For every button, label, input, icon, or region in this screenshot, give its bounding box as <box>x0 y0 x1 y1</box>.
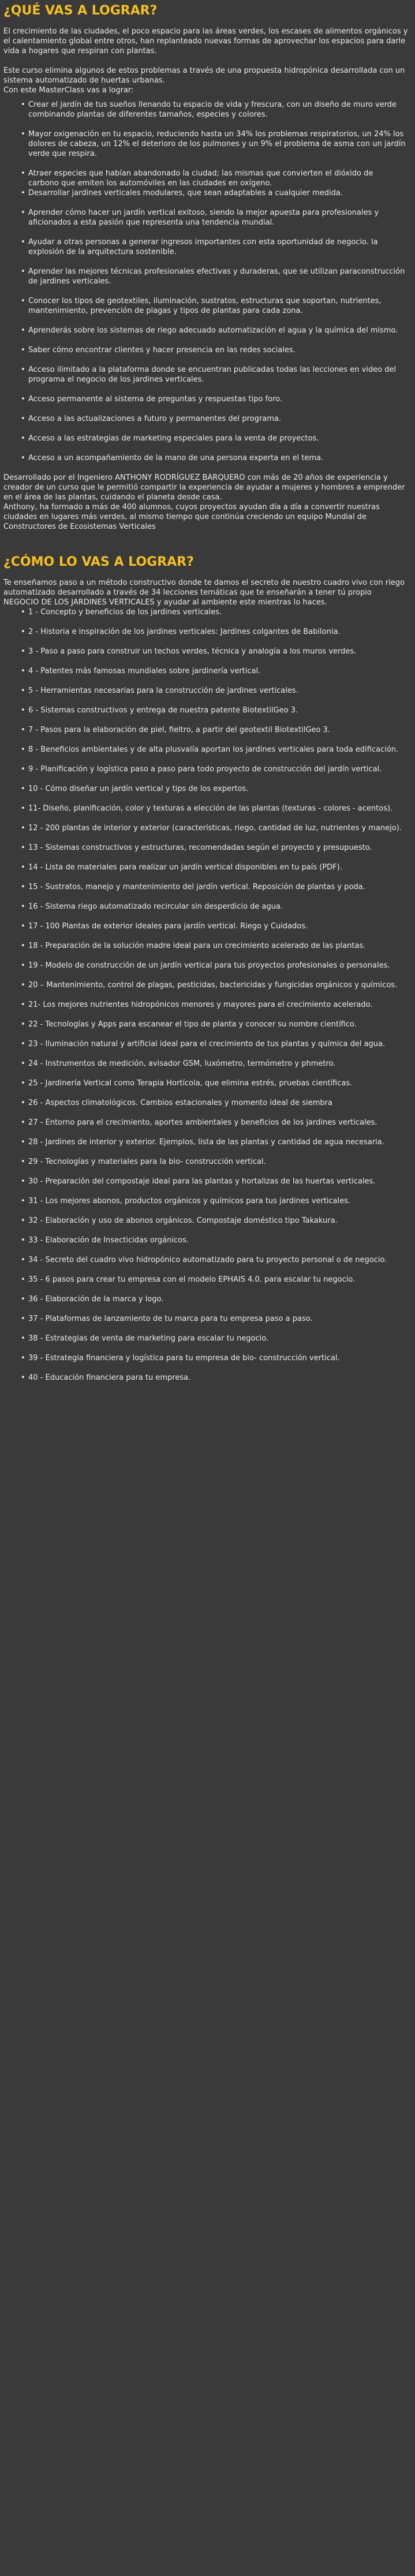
list-item: • Aprender las mejores técnicas profesionales efectivas y duraderas, que se utilizan paraconstrucción de jardines verticales. <box>21 267 406 286</box>
lesson-item: • 4 - Patentes más famosas mundiales sobre jardinería vertical. <box>21 666 406 676</box>
lesson-item: • 32 - Elaboración y uso de abonos orgánicos. Compostaje doméstico tipo Takakura. <box>21 1216 406 1226</box>
lesson-item: • 8 - Beneficios ambientales y de alta plusvalía aportan los jardines verticales para toda edificación. <box>21 745 406 755</box>
lesson-item: • 12 - 200 plantas de interior y exterior (características, riego, cantidad de luz, nutrientes y manejo). <box>21 823 406 833</box>
lesson-item: • 11- Diseño, planificación, color y texturas a elección de las plantas (texturas - colores - acentos). <box>21 804 406 813</box>
lesson-item: • 17 - 100 Plantas de exterior ideales para jardín vertical. Riego y Cuidados. <box>21 921 406 931</box>
lesson-item: • 19 - Modelo de construcción de un jardín vertical para tus proyectos profesionales o personales. <box>21 961 406 970</box>
author-bio: Desarrollado por el Ingeniero ANTHONY RODRÍGUEZ BARQUERO con más de 20 años de experiencia y creador de un curso que le permitió compartir la experiencia de ayudar a mujeres y hombres a emprender en el área de las plantas, cuidando el planeta desde casa. Anthony, ha formado a más de 400 alumnos, cuyos proyectos ayudan día a día a convertir nuestras ciudades en lugares más verdes, al mismo tiempo que continúa creciendo un equipo Mundial de Constructores de Ecosistemas Verticales <box>3 473 405 531</box>
lesson-item: • 35 - 6 pasos para crear tu empresa con el modelo EPHAIS 4.0. para escalar tu negocio. <box>21 1275 406 1285</box>
lesson-item: • 27 - Entorno para el crecimiento, aportes ambientales y beneficios de los jardines verticales. <box>21 1118 406 1128</box>
lesson-item: • 2 - Historia e inspiración de los jardines verticales: Jardines colgantes de Babilonia. <box>21 627 406 637</box>
lesson-item: • 31 - Los mejores abonos, productos orgánicos y químicos para tus jardines verticales. <box>21 1196 406 1206</box>
lesson-item: • 38 - Estrategias de venta de marketing para escalar tu negocio. <box>21 1334 406 1343</box>
lesson-item: • 39 - Estrategia financiera y logística para tu empresa de bio- construcción vertical. <box>21 1353 406 1363</box>
lesson-item: • 37 - Plataformas de lanzamiento de tu marca para tu empresa paso a paso. <box>21 1314 406 1324</box>
lesson-item: • 28 - Jardines de interior y exterior. Ejemplos, lista de las plantas y cantidad de agua necesaria. <box>21 1137 406 1147</box>
list-item: • Acceso ilimitado a la plataforma donde se encuentran publicadas todas las lecciones en video del programa el negocio de los jardines verticales. <box>21 365 406 384</box>
list-item: • Aprender cómo hacer un jardín vertical exitoso, siendo la mejor apuesta para profesionales y aficionados a esta pasión que representa una tendencia mundial. <box>21 208 406 227</box>
lesson-item: • 29 - Tecnologías y materiales para la bio- construcción vertical. <box>21 1157 406 1167</box>
method-intro: Te enseñamos paso a un método constructivo donde te damos el secreto de nuestro cuadro vivo con riego automatizado desarrollado a través de 34 lecciones temáticas que te enseñarán a tener tú propio NEGOCIO DE LOS JARDINES VERTICALES y ayudar al ambiente este mientras lo haces. <box>3 578 405 607</box>
list-item: • Acceso a un acompañamiento de la mano de una persona experta en el tema. <box>21 453 406 463</box>
section-heading-how: ¿CÓMO LO VAS A LOGRAR? <box>3 555 194 569</box>
lesson-item: • 40 - Educación financiera para tu empresa. <box>21 1373 406 1383</box>
lesson-item: • 9 - Planificación y logística paso a paso para todo proyecto de construcción del jardín vertical. <box>21 764 406 774</box>
list-item: • Desarrollar jardines verticales modulares, que sean adaptables a cualquier medida. <box>21 188 406 198</box>
list-item: • Atraer especies que habían abandonado la ciudad; las mismas que convierten el dióxido de carbono que emiten los automóviles en las ciudades en oxígeno. <box>21 169 406 188</box>
intro-paragraph-2: Este curso elimina algunos de estos problemas a través de una propuesta hidropónica desarrollada con un sistema automatizado de huertas urbanas. Con este MasterClass vas a lograr: <box>3 66 405 95</box>
list-item: • Ayudar a otras personas a generar ingresos importantes con esta oportunidad de negocio. la explosión de la arquitectura sostenible. <box>21 237 406 257</box>
lessons-list <box>3 607 415 1383</box>
list-item: • Mayor oxigenación en tu espacio, reduciendo hasta un 34% los problemas respiratorios, un 24% los dolores de cabeza, un 12% el deterioro de los pulmones y un 9% el problema de asma con un jardín verde que respira. <box>21 129 406 159</box>
lesson-item: • 22 - Tecnologías y Apps para escanear el tipo de planta y conocer su nombre científico. <box>21 1020 406 1029</box>
list-item: • Acceso a las estrategias de marketing especiales para la venta de proyectos. <box>21 434 406 443</box>
lesson-item: • 23 - Iluminación natural y artificial ideal para el crecimiento de tus plantas y química del agua. <box>21 1039 406 1049</box>
lesson-item: • 6 - Sistemas constructivos y entrega de nuestra patente BiotextilGeo 3. <box>21 705 406 715</box>
lesson-item: • 14 - Lista de materiales para realizar un jardín vertical disponibles en tu país (PDF). <box>21 863 406 872</box>
lesson-item: • 7 - Pasos para la elaboración de piel, fieltro, a partir del geotextil BiotextilGeo 3. <box>21 725 406 735</box>
lesson-item: • 16 - Sistema riego automatizado recircular sin desperdicio de agua. <box>21 902 406 912</box>
lesson-item: • 26 - Aspectos climatológicos. Cambios estacionales y momento ideal de siembra <box>21 1098 406 1108</box>
lesson-item: • 25 - Jardinería Vertical como Terapia Hortícola, que elimina estrés, pruebas científicas. <box>21 1078 406 1088</box>
lesson-item: • 34 - Secreto del cuadro vivo hidropónico automatizado para tu proyecto personal o de negocio. <box>21 1255 406 1265</box>
intro-paragraph: El crecimiento de las ciudades, el poco espacio para las áreas verdes, los escases de alimentos orgánicos y el calentamiento global entre otros, han replanteado nuevas formas de aprovechar los espacios para darle vida a hogares que respiran con plantas. <box>3 27 408 55</box>
lesson-item: • 10 - Cómo diseñar un jardín vertical y tips de los expertos. <box>21 784 406 794</box>
lesson-item: • 15 - Sustratos, manejo y mantenimiento del jardín vertical. Reposición de plantas y poda. <box>21 882 406 892</box>
lesson-item: • 18 - Preparación de la solución madre ideal para un crecimiento acelerado de las plantas. <box>21 941 406 951</box>
list-item: • Acceso permanente al sistema de preguntas y respuestas tipo foro. <box>21 394 406 404</box>
benefits-list <box>3 100 415 463</box>
lesson-item: • 20 – Mantenimiento, control de plagas, pesticidas, bactericidas y fungicidas orgánicos y químicos. <box>21 980 406 990</box>
list-item: • Crear el jardín de tus sueños llenando tu espacio de vida y frescura, con un diseño de muro verde combinando plantas de diferentes tamaños, especies y colores. <box>21 100 406 120</box>
lesson-item: • 3 - Paso a paso para construir un techos verdes, técnica y analogía a los muros verdes. <box>21 647 406 656</box>
section-heading-what: ¿QUÉ VAS A LOGRAR? <box>3 3 158 18</box>
lesson-item: • 30 - Preparación del compostaje ideal para las plantas y hortalizas de las huertas verticales. <box>21 1177 406 1186</box>
lesson-item: • 5 - Herramientas necesarias para la construcción de jardines verticales. <box>21 686 406 696</box>
list-item: • Aprenderás sobre los sistemas de riego adecuado automatización el agua y la química del mismo. <box>21 326 406 335</box>
lesson-item: • 21- Los mejores nutrientes hidropónicos menores y mayores para el crecimiento acelerado. <box>21 1000 406 1010</box>
lesson-item: • 13 - Sistemas constructivos y estructuras, recomendadas según el proyecto y presupuesto. <box>21 843 406 853</box>
lesson-item: • 1 - Concepto y beneficios de los jardines verticales. <box>21 607 406 617</box>
lesson-item: • 33 - Elaboración de Insecticidas orgánicos. <box>21 1235 406 1245</box>
list-item: • Conocer los tipos de geotextiles, iluminación, sustratos, estructuras que soportan, nutrientes, mantenimiento, prevención de plagas y tipos de plantas para cada zona. <box>21 296 406 316</box>
list-item: • Acceso a las actualizaciones a futuro y permanentes del programa. <box>21 414 406 424</box>
list-item: • Saber cómo encontrar clientes y hacer presencia en las redes sociales. <box>21 345 406 355</box>
lesson-item: • 36 - Elaboración de la marca y logo. <box>21 1294 406 1304</box>
lesson-item: • 24 - Instrumentos de medición, avisador GSM, luxómetro, termómetro y phmetro. <box>21 1059 406 1069</box>
